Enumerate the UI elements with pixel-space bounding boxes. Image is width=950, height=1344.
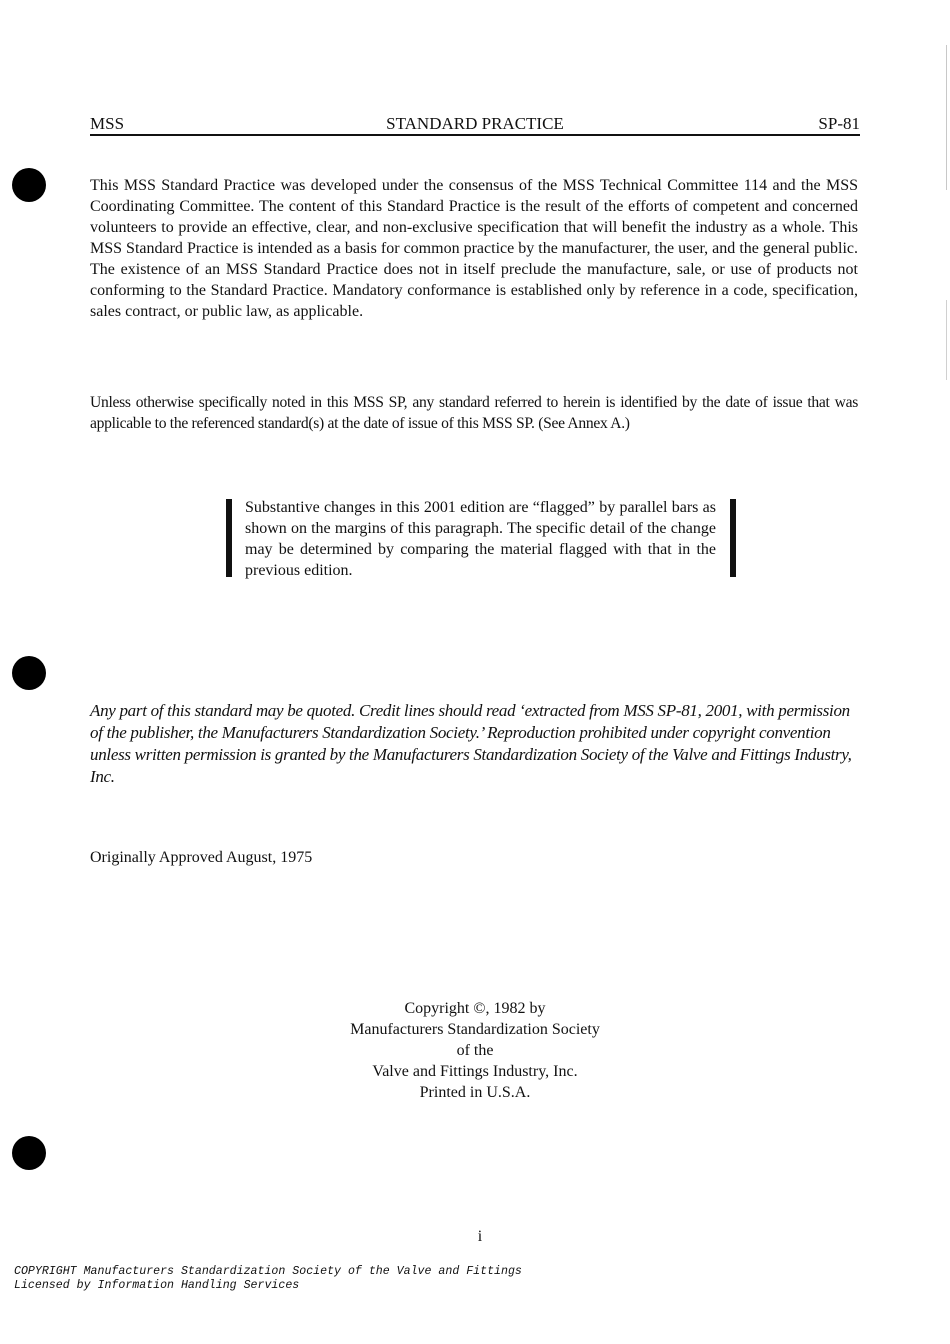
binder-hole-bottom [12,1136,46,1170]
copyright-block [300,998,650,1103]
binder-hole-middle [12,656,46,690]
header-left: MSS [90,114,125,133]
consensus-paragraph: This MSS Standard Practice was developed under the consensus of the MSS Technical Committee 114 and the MSS Coordinating Committee. The content of this Standard Practice is the result of the efforts of competent and concerned volunteers to provide an effective, clear, and non-exclusive specification that will benefit the industry as a whole. This MSS Standard Practice is intended as a basis for common practice by the manufacturer, the user, and the general public. The existence of an MSS Standard Practice does not in itself preclude the manufacture, sale, or use of products not conforming to the Standard Practice. Mandatory conformance is established only by reference in a code, specification, sales contract, or public law, as applicable. [90,177,858,320]
referenced-standards-paragraph: Unless otherwise specifically noted in this MSS SP, any standard referred to herein is identified by the date of issue that was applicable to the referenced standard(s) at the date of issue of this MSS SP. (See Annex A.) [90,394,858,432]
page-header [90,114,860,136]
flagged-changes-text: Substantive changes in this 2001 edition are “flagged” by parallel bars as shown on the margins of this paragraph. The specific detail of the change may be determined by comparing the material flagged with that in the previous edition. [245,499,716,579]
quotation-permission-notice: Any part of this standard may be quoted. Credit lines should read ‘extracted from MSS SP-81, 2001, with permission of the publisher, the Manufacturers Standardization Society.’ Reproduction prohibited under copyright convention unless written permission is granted by the Manufacturers Standardization Society of the Valve and Fittings Industry, Inc. [90,701,852,786]
publisher-name-connector: of the [456,1042,494,1059]
publisher-name: Manufacturers Standardization Society [350,1021,600,1038]
license-footer [14,1265,522,1293]
page-number: i [477,1228,483,1245]
copyright-line: Copyright ©, 1982 by [404,1000,546,1017]
publisher-industry: Valve and Fittings Industry, Inc. [372,1063,578,1080]
printed-location: Printed in U.S.A. [419,1084,531,1101]
flagged-changes-note [226,497,736,581]
header-document-number: SP-81 [818,114,860,133]
change-bar-right [730,499,736,577]
header-rule [90,134,860,136]
original-approval-date: Originally Approved August, 1975 [90,849,313,866]
footer-license-line: Licensed by Information Handling Services [14,1279,300,1292]
change-bar-left [226,499,232,577]
header-title: STANDARD PRACTICE [386,114,564,133]
scan-edge-line [946,45,947,190]
scan-edge-line-lower [946,300,947,380]
binder-hole-top [12,168,46,202]
footer-copyright-line: COPYRIGHT Manufacturers Standardization Society of the Valve and Fittings [14,1265,522,1278]
